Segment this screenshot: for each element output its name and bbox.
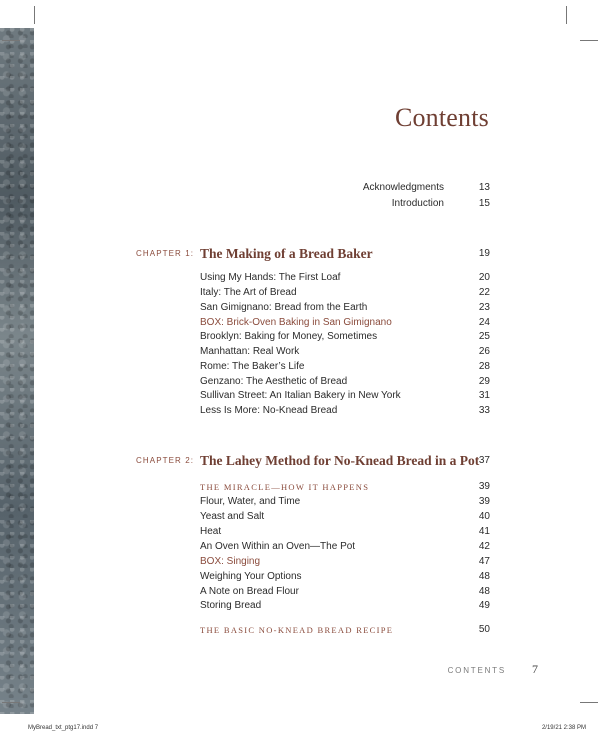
toc-entry-page: 29: [478, 376, 490, 387]
toc-entry: [200, 526, 490, 540]
toc-entry-page: 22: [478, 287, 490, 298]
toc-entry-page: 48: [478, 571, 490, 582]
page-footer: [448, 662, 538, 677]
toc-entry: [200, 496, 490, 510]
toc-entry: [200, 405, 490, 419]
toc-entry-label: Brooklyn: Baking for Money, Sometimes: [200, 331, 378, 342]
toc-entry: [200, 361, 490, 375]
toc-entry-label: Storing Bread: [200, 600, 262, 611]
toc-entry-page: 26: [478, 346, 490, 357]
toc-entry-label: Flour, Water, and Time: [200, 496, 301, 507]
toc-entry-page: 39: [478, 496, 490, 507]
toc-entry-page: 20: [478, 272, 490, 283]
toc-entry: [200, 511, 490, 525]
toc-entry-page: 50: [478, 624, 490, 635]
chapter-number: CHAPTER 2:: [136, 456, 195, 465]
toc-entry-label: Sullivan Street: An Italian Bakery in New York: [200, 390, 401, 401]
toc-section-heading: [200, 481, 490, 495]
slug-filename: MyBread_txt_ptg17.indd 7: [28, 725, 99, 731]
toc-entry-label: THE BASIC NO-KNEAD BREAD RECIPE: [200, 625, 394, 635]
crop-mark: [2, 702, 20, 703]
decorative-texture-strip: [0, 28, 34, 714]
toc-entry-page: 28: [478, 361, 490, 372]
chapter-heading: [136, 246, 490, 270]
toc-entry-page: 23: [478, 302, 490, 313]
toc-entry-label: THE MIRACLE—HOW IT HAPPENS: [200, 482, 370, 492]
toc-entry-label: Yeast and Salt: [200, 511, 265, 522]
front-matter-list: [340, 182, 490, 214]
chapter-number: CHAPTER 1:: [136, 249, 195, 258]
toc-entry-label: A Note on Bread Flour: [200, 586, 299, 597]
toc-entry: [200, 541, 490, 555]
toc-entry-page: 31: [478, 390, 490, 401]
chapter-title: The Making of a Bread Baker: [200, 246, 373, 261]
toc-entry: [200, 390, 490, 404]
crop-mark: [2, 40, 20, 41]
page-title: Contents: [394, 103, 489, 132]
chapter-1: [136, 246, 490, 416]
toc-entry-label: Weighing Your Options: [200, 571, 302, 582]
toc-entry-label: An Oven Within an Oven—The Pot: [200, 541, 356, 552]
toc-entry-label: BOX: Singing: [200, 556, 261, 567]
toc-entry-label: Genzano: The Aesthetic of Bread: [200, 376, 348, 387]
crop-mark: [566, 6, 567, 24]
slug-timestamp: 2/19/21 2:38 PM: [541, 725, 586, 731]
chapter-heading: [136, 453, 490, 477]
front-matter-item: [340, 182, 490, 198]
toc-entry-page: 48: [478, 586, 490, 597]
toc-section-heading: [200, 624, 490, 638]
toc-entry-label: Heat: [200, 526, 222, 537]
toc-entry-box: [200, 556, 490, 570]
front-matter-page: 15: [478, 198, 490, 209]
toc-entry: [200, 376, 490, 390]
toc-entry-page: 39: [478, 481, 490, 492]
toc-entry: [200, 346, 490, 360]
front-matter-page: 13: [478, 182, 490, 193]
toc-entry: [200, 302, 490, 316]
page-number: 7: [532, 662, 538, 676]
chapter-2: [136, 453, 490, 635]
chapter-page: 19: [478, 248, 490, 259]
toc-entry-page: 41: [478, 526, 490, 537]
toc-entry: [200, 331, 490, 345]
toc-entry: [200, 600, 490, 614]
chapter-title: The Lahey Method for No-Knead Bread in a Pot: [200, 453, 480, 468]
toc-entry-box: [200, 317, 490, 331]
toc-entry-label: BOX: Brick-Oven Baking in San Gimignano: [200, 317, 392, 328]
toc-entry-page: 49: [478, 600, 490, 611]
toc-entry-page: 25: [478, 331, 490, 342]
toc-entry-page: 47: [478, 556, 490, 567]
toc-entry: [200, 287, 490, 301]
front-matter-label: Introduction: [391, 198, 444, 209]
toc-entry-page: 33: [478, 405, 490, 416]
toc-entry: [200, 571, 490, 585]
running-head: CONTENTS: [447, 666, 506, 675]
toc-entry-label: Manhattan: Real Work: [200, 346, 300, 357]
toc-entry: [200, 272, 490, 286]
toc-entry-page: 40: [478, 511, 490, 522]
toc-entry-label: Using My Hands: The First Loaf: [200, 272, 341, 283]
crop-mark: [34, 6, 35, 24]
chapter-page: 37: [478, 455, 490, 466]
toc-entry-label: Rome: The Baker’s Life: [200, 361, 305, 372]
crop-mark: [580, 40, 598, 41]
toc-entry-label: San Gimignano: Bread from the Earth: [200, 302, 368, 313]
front-matter-item: [340, 198, 490, 214]
toc-entry-label: Italy: The Art of Bread: [200, 287, 297, 298]
crop-mark: [580, 702, 598, 703]
toc-entry-page: 24: [478, 317, 490, 328]
toc-entry-page: 42: [478, 541, 490, 552]
toc-entry: [200, 586, 490, 600]
front-matter-label: Acknowledgments: [362, 182, 444, 193]
toc-entry-label: Less Is More: No-Knead Bread: [200, 405, 338, 416]
